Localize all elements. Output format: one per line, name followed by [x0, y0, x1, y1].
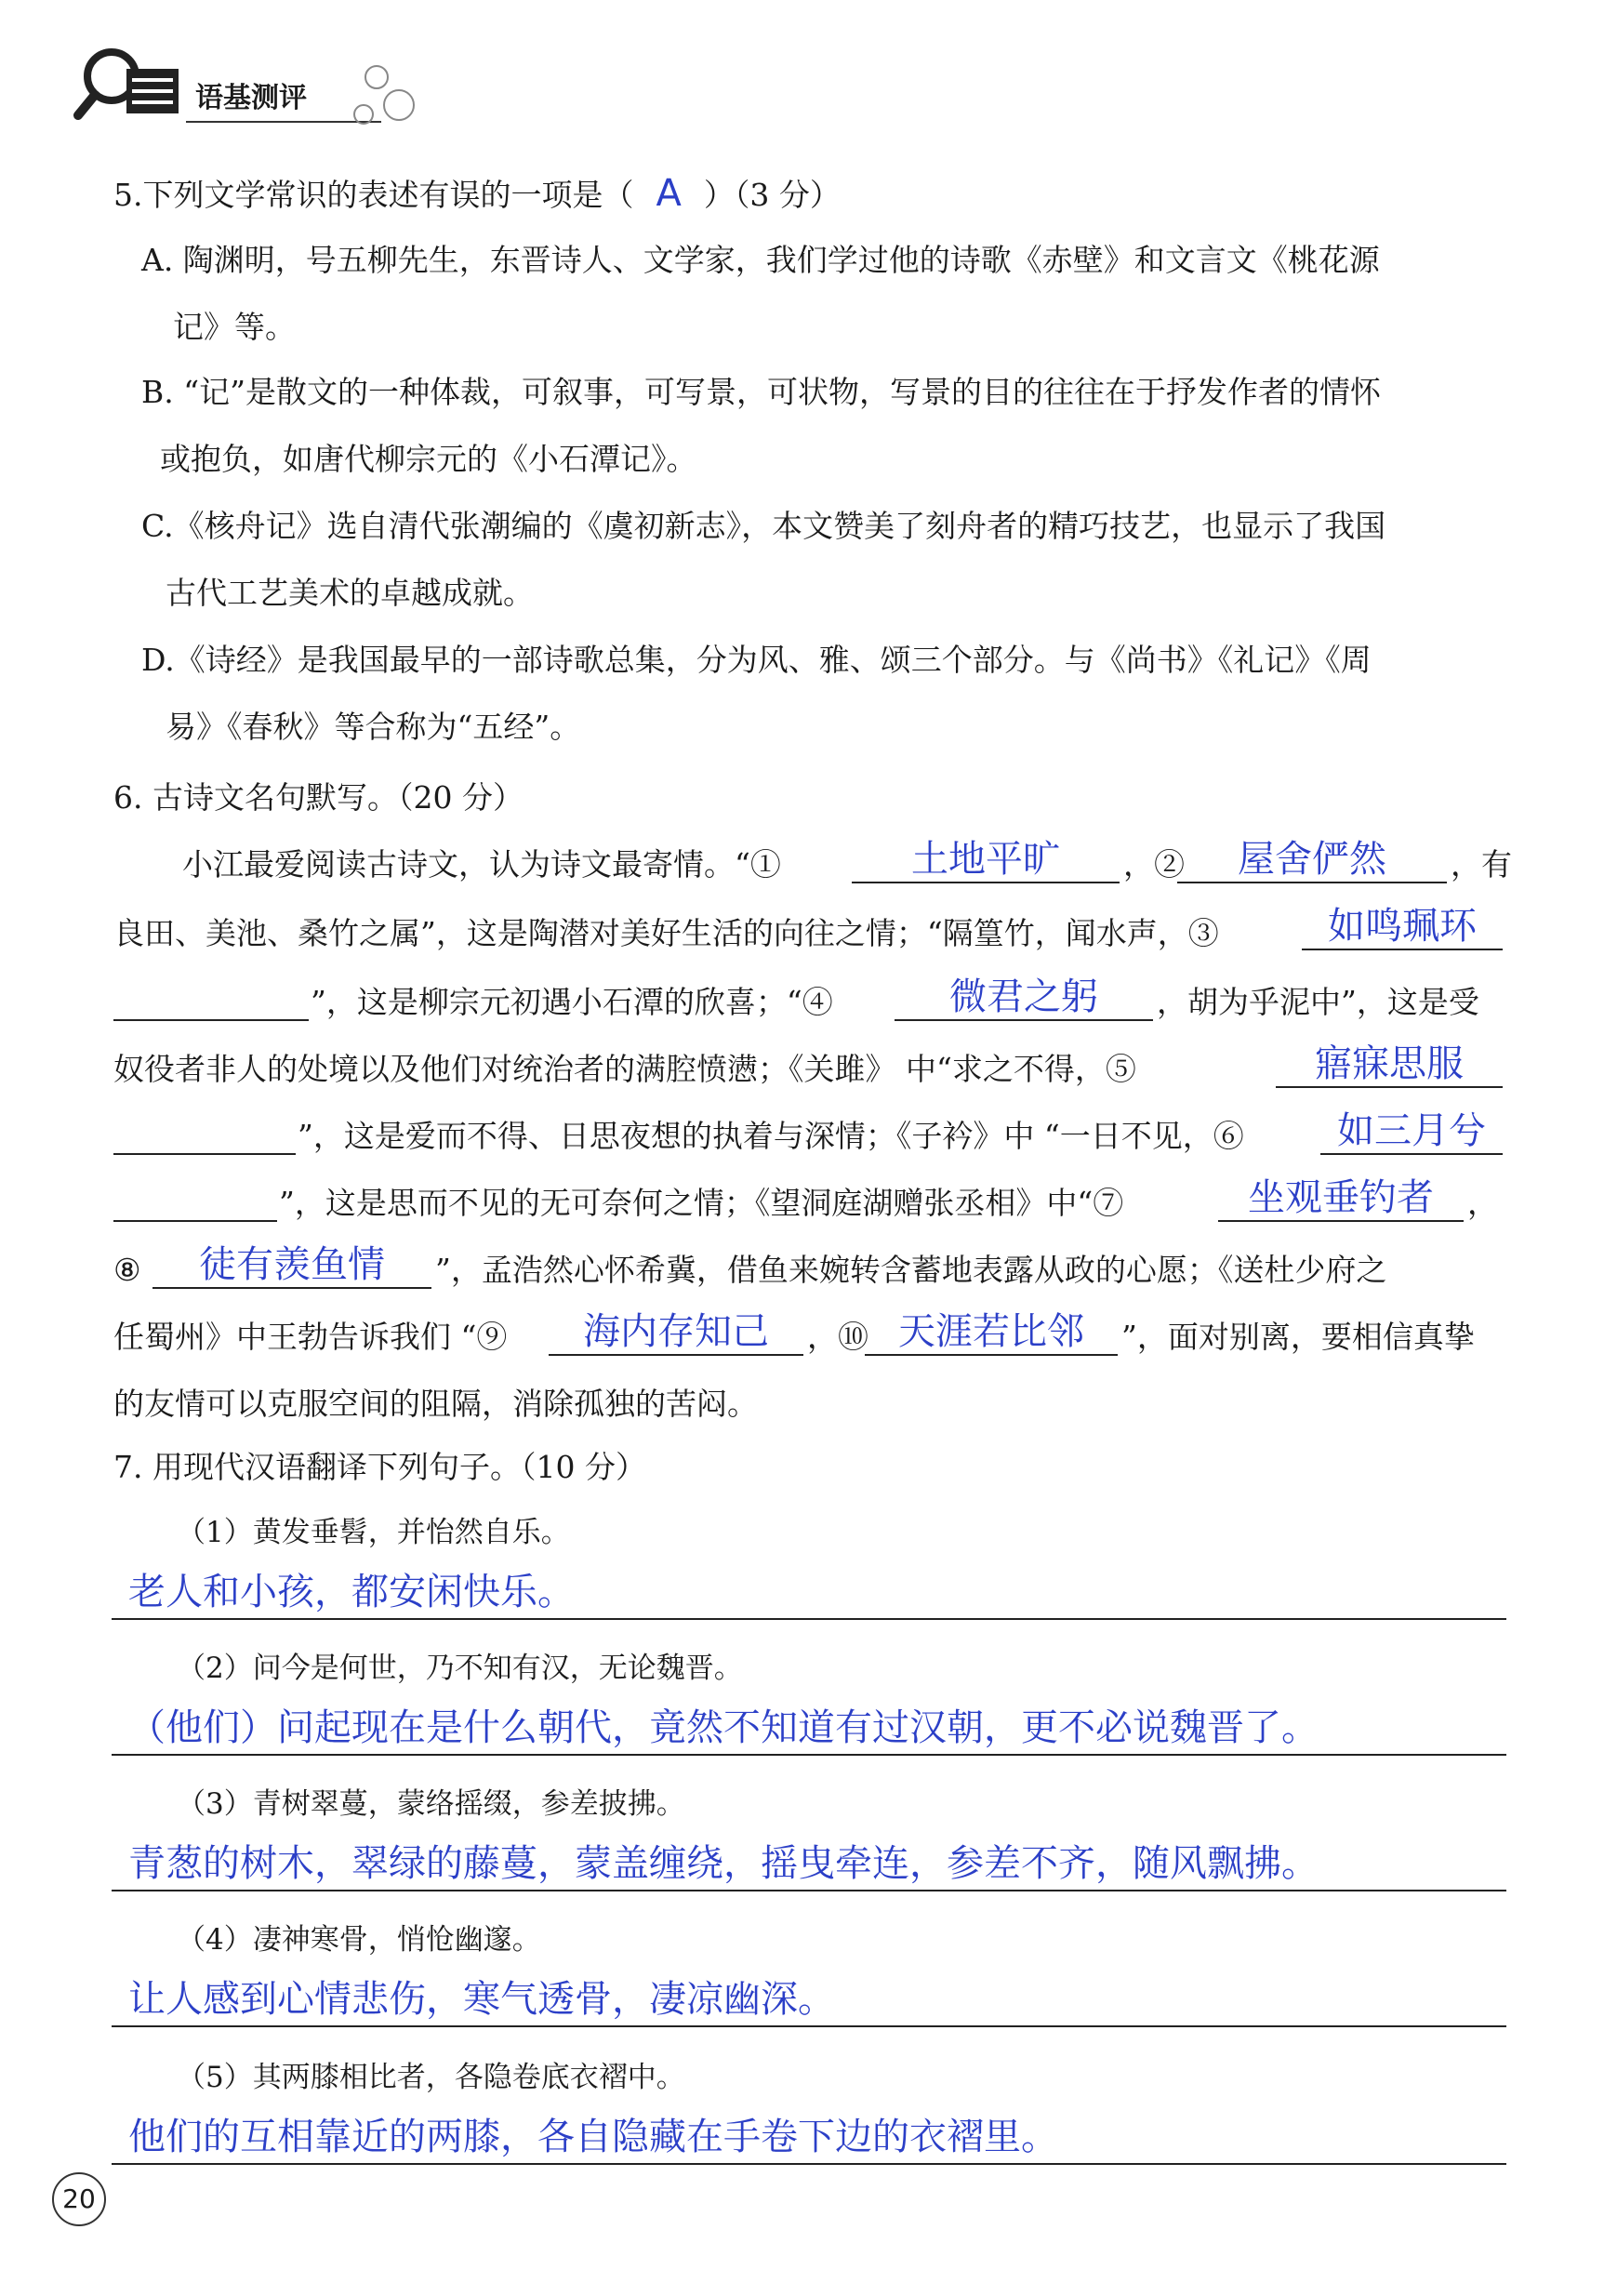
q6-text-5a: ”，这是爱而不得、日思夜想的执着与深情；《子衿》中 “一日不见，⑥	[298, 1118, 1244, 1154]
header-title: 语基测评	[195, 82, 307, 114]
q7-sub-question-5: （5）其两膝相比者，各隐卷底衣褶中。	[177, 2061, 685, 2094]
q5-option-b-line1: B. “记”是散文的一种体裁，可叙事，可写景，可状物，写景的目的往往在于抒发作者的情怀	[141, 374, 1381, 410]
header-underline	[186, 121, 381, 123]
q6-blank-5-cont	[113, 1112, 296, 1155]
q6-text-7b: ”，孟浩然心怀希冀，借鱼来婉转含蓄地表露从政的心愿；《送杜少府之	[435, 1252, 1387, 1288]
q6-blank-4[interactable]: 微君之躬	[895, 978, 1153, 1021]
decor-circle	[353, 104, 374, 125]
page-number: 20	[52, 2172, 106, 2226]
q6-text-1b: ，②	[1123, 846, 1185, 883]
q6-text-7a: ⑧	[113, 1252, 141, 1288]
q6-blank-7[interactable]: 坐观垂钓者	[1218, 1179, 1464, 1222]
q7-title: 7. 用现代汉语翻译下列句子。（10 分）	[113, 1449, 646, 1485]
q6-text-6a: ”，这是思而不见的无可奈何之情；《望洞庭湖赠张丞相》中“⑦	[279, 1185, 1124, 1221]
q6-blank-10[interactable]: 天涯若比邻	[865, 1313, 1118, 1356]
q6-blank-1[interactable]: 土地平旷	[852, 841, 1120, 883]
q6-text-6b: ，	[1467, 1185, 1498, 1221]
q6-text-9a: 的友情可以克服空间的阻隔，消除孤独的苦闷。	[113, 1386, 758, 1422]
q6-text-3b: ，胡为乎泥中”，这是受	[1157, 984, 1479, 1020]
q6-text-8b: ，⑩	[807, 1319, 868, 1355]
q5-answer[interactable]: A	[656, 172, 682, 215]
q7-sub-question-1: （1）黄发垂髫，并怡然自乐。	[177, 1516, 570, 1549]
decor-circle	[365, 65, 389, 89]
q7-sub-question-4: （4）凄神寒骨，悄怆幽邃。	[177, 1923, 541, 1957]
q5-option-b-line2: 或抱负，如唐代柳宗元的《小石潭记》。	[160, 441, 697, 477]
q6-text-8c: ”，面对别离，要相信真挚	[1121, 1319, 1475, 1355]
q6-text-1a: 小江最爱阅读古诗文，认为诗文最寄情。“①	[182, 846, 781, 883]
q7-answer-5[interactable]: 他们的互相靠近的两膝，各自隐藏在手卷下边的衣褶里。	[112, 2111, 1506, 2165]
q6-text-8a: 任蜀州》中王勃告诉我们 “⑨	[113, 1319, 508, 1355]
q7-sub-question-3: （3）青树翠蔓，蒙络摇缀，参差披拂。	[177, 1787, 685, 1821]
q6-title: 6. 古诗文名句默写。（20 分）	[113, 779, 524, 816]
header-logo	[73, 41, 184, 125]
q5-option-d-line2: 易》《春秋》等合称为“五经”。	[166, 709, 581, 745]
q5-option-c-line2: 古代工艺美术的卓越成就。	[166, 575, 534, 611]
q5-option-a-line2: 记》等。	[173, 309, 296, 345]
q6-blank-5[interactable]: 寤寐思服	[1276, 1045, 1503, 1088]
q6-blank-8[interactable]: 徒有羡鱼情	[152, 1246, 431, 1289]
q6-text-4a: 奴役者非人的处境以及他们对统治者的满腔愤懑；《关雎》 中“求之不得，⑤	[113, 1051, 1136, 1087]
magnifier-book-icon	[73, 41, 184, 125]
q7-answer-1[interactable]: 老人和小孩，都安闲快乐。	[112, 1566, 1506, 1620]
q6-text-1c: ，有	[1451, 846, 1512, 883]
q7-answer-3[interactable]: 青葱的树木，翠绿的藤蔓，蒙盖缠绕，摇曳牵连，参差不齐，随风飘拂。	[112, 1838, 1506, 1891]
q6-text-2a: 良田、美池、桑竹之属”，这是陶潜对美好生活的向往之情；“隔篁竹，闻水声，③	[113, 915, 1219, 951]
q5-option-d-line1: D.《诗经》是我国最早的一部诗歌总集，分为风、雅、颂三个部分。与《尚书》《礼记》《周	[141, 642, 1372, 678]
decor-circle	[383, 89, 415, 121]
q5-stem: 5.下列文学常识的表述有误的一项是（ A ）（3 分）	[113, 172, 841, 215]
q6-blank-6-cont	[113, 1179, 277, 1222]
q7-answer-4[interactable]: 让人感到心情悲伤，寒气透骨，凄凉幽深。	[112, 1973, 1506, 2027]
q6-blank-6[interactable]: 如三月兮	[1320, 1112, 1503, 1155]
q5-option-c-line1: C.《核舟记》选自清代张潮编的《虞初新志》，本文赞美了刻舟者的精巧技艺，也显示了我国	[141, 508, 1386, 544]
q6-text-3a: ”，这是柳宗元初遇小石潭的欣喜；“④	[311, 984, 833, 1020]
q7-answer-2[interactable]: （他们）问起现在是什么朝代，竟然不知道有过汉朝，更不必说魏晋了。	[112, 1702, 1506, 1756]
q6-blank-3[interactable]: 如鸣珮环	[1302, 908, 1503, 950]
q7-sub-question-2: （2）问今是何世，乃不知有汉，无论魏晋。	[177, 1652, 743, 1685]
q5-option-a-line1: A. 陶渊明，号五柳先生，东晋诗人、文学家，我们学过他的诗歌《赤壁》和文言文《桃花源	[141, 242, 1380, 278]
q6-blank-9[interactable]: 海内存知己	[549, 1313, 803, 1356]
q6-blank-2[interactable]: 屋舍俨然	[1177, 841, 1447, 883]
q6-blank-3-cont	[113, 978, 309, 1021]
